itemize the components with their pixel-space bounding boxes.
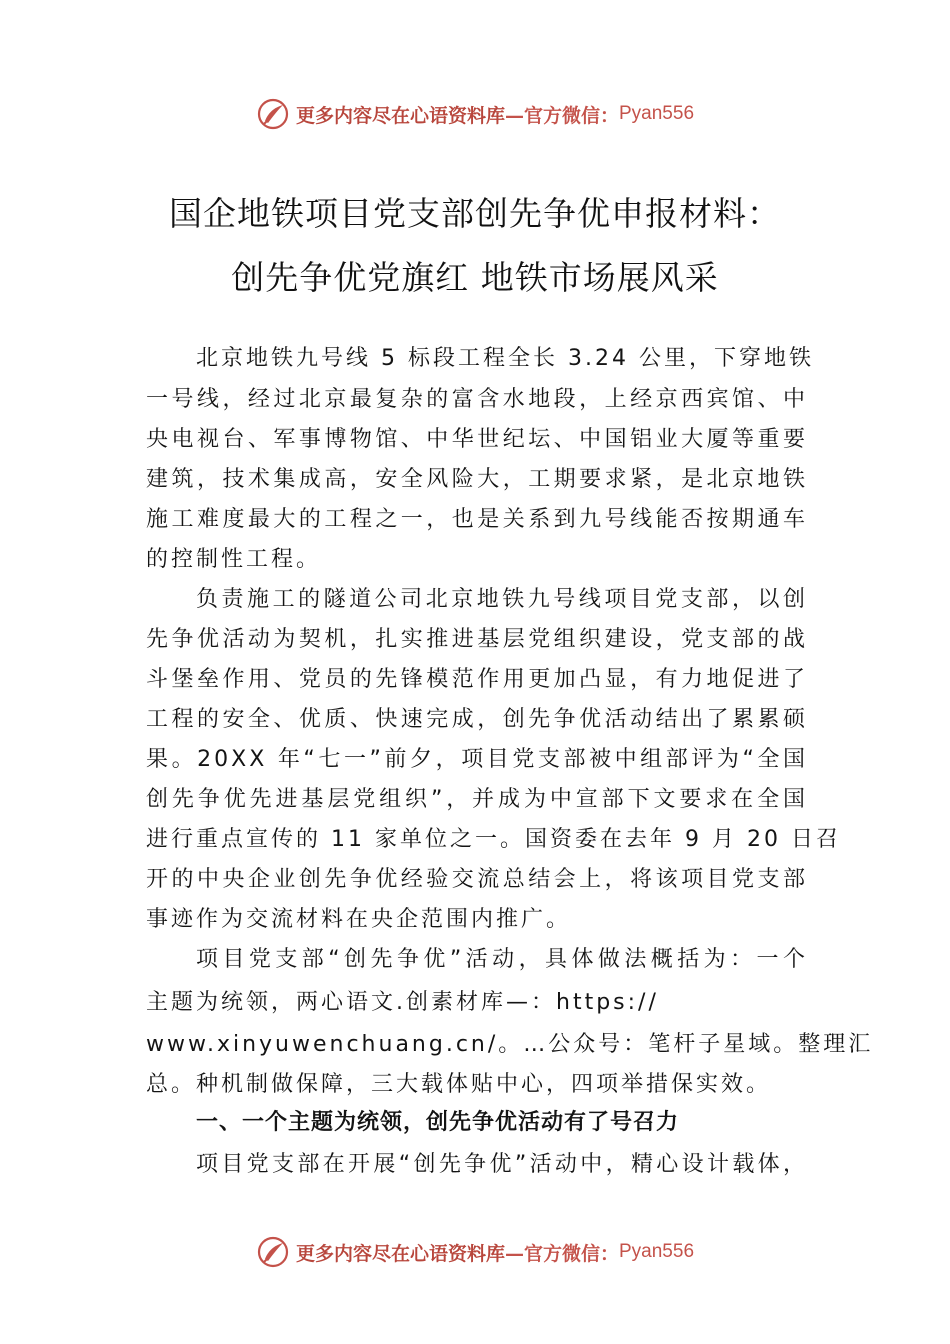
body-line: 项目党支部“创先争优”活动，具体做法概括为：一个: [196, 947, 808, 972]
body-line: 建筑，技术集成高，安全风险大，工期要求紧，是北京地铁: [146, 467, 808, 492]
document-title-line-2: 创先争优党旗红 地铁市场展风采: [231, 258, 719, 297]
body-line: 斗堡垒作用、党员的先锋模范作用更加凸显，有力地促进了: [146, 667, 808, 692]
body-line: 项目党支部在开展“创先争优”活动中，精心设计载体，: [196, 1152, 808, 1177]
body-line: 北京地铁九号线 5 标段工程全长 3.24 公里，下穿地铁: [196, 346, 814, 371]
footer-watermark: [0, 1232, 950, 1272]
body-line: 果。20XX 年“七一”前夕，项目党支部被中组部评为“全国: [146, 747, 808, 772]
body-line: 主题为统领，两心语文.创素材库—：https://: [146, 990, 659, 1015]
body-line: 的控制性工程。: [146, 547, 322, 572]
header-watermark-text: 更多内容尽在心语资料库: [295, 104, 505, 127]
body-line: 央电视台、军事博物馆、中华世纪坛、中国铝业大厦等重要: [146, 427, 808, 452]
document-title-line-1: 国企地铁项目党支部创先争优申报材料：: [169, 194, 781, 233]
header-watermark-wechat-label: —官方微信：: [504, 104, 619, 127]
footer-watermark-wechat-id: Pyan556: [619, 1241, 695, 1262]
body-line: 负责施工的隧道公司北京地铁九号线项目党支部，以创: [196, 587, 808, 612]
body-line: 进行重点宣传的 11 家单位之一。国资委在去年 9 月 20 日召: [146, 827, 841, 852]
body-line: 事迹作为交流材料在央企范围内推广。: [146, 907, 572, 932]
body-line: 先争优活动为契机，扎实推进基层党组织建设，党支部的战: [146, 627, 808, 652]
header-watermark: [0, 94, 950, 134]
body-line: 创先争优先进基层党组织”，并成为中宣部下文要求在全国: [146, 787, 808, 812]
header-watermark-wechat-id: Pyan556: [619, 103, 695, 124]
brand-logo-icon: [256, 97, 290, 131]
body-line: 一号线，经过北京最复杂的富含水地段，上经京西宾馆、中: [146, 387, 808, 412]
brand-logo-icon: [256, 1235, 290, 1269]
body-line: www.xinyuwenchuang.cn/。…公众号：笔杆子星域。整理汇: [146, 1032, 874, 1057]
footer-watermark-wechat-label: —官方微信：: [504, 1242, 619, 1265]
body-line: 施工难度最大的工程之一，也是关系到九号线能否按期通车: [146, 507, 808, 532]
body-line: 工程的安全、优质、快速完成，创先争优活动结出了累累硕: [146, 707, 808, 732]
body-line: 开的中央企业创先争优经验交流总结会上，将该项目党支部: [146, 867, 808, 892]
body-line: 总。种机制做保障，三大载体贴中心，四项举措保实效。: [146, 1072, 772, 1097]
footer-watermark-text: 更多内容尽在心语资料库: [295, 1242, 505, 1265]
section-heading: 一、一个主题为统领，创先争优活动有了号召力: [196, 1110, 680, 1135]
